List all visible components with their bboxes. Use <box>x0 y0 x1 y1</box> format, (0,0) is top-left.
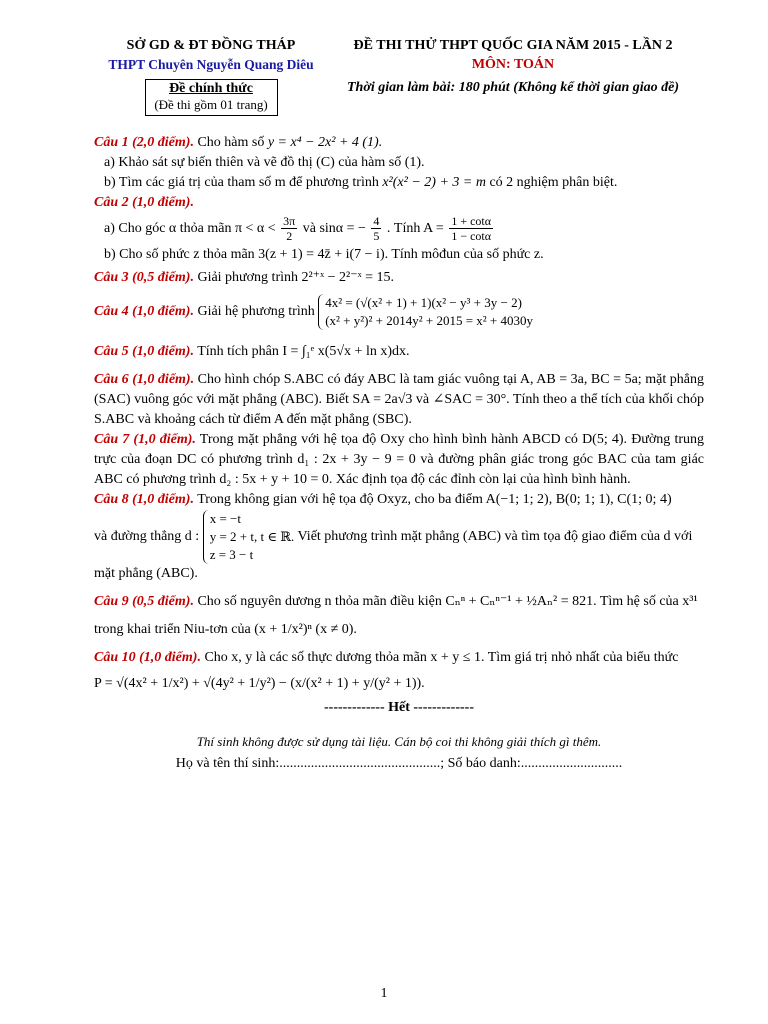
official-box <box>145 79 278 116</box>
question-text: và sinα = − <box>302 221 366 236</box>
question-label: Câu 9 (0,5 điểm). <box>94 594 194 609</box>
question-1 <box>94 133 704 153</box>
header-right <box>338 38 688 96</box>
question-label: Câu 6 (1,0 điểm). <box>94 372 195 387</box>
question-label: Câu 8 (1,0 điểm). <box>94 492 194 507</box>
page-count-note: (Đề thi gồm 01 trang) <box>154 97 268 112</box>
page-number: 1 <box>380 986 388 1001</box>
line-equation-system <box>203 510 295 564</box>
question-4 <box>94 294 704 330</box>
equation: 4x² = (√(x² + 1) + 1)(x² − y³ + 3y − 2) <box>325 295 522 310</box>
question-text: và đường thẳng d : <box>94 529 200 545</box>
question-9-cont: trong khai triển Niu-tơn của (x + 1/x²)ⁿ (x ≠ 0). <box>94 622 357 637</box>
question-10-expr: P = √(4x² + 1/x²) + √(4y² + 1/y²) − (x/(x² + 1) + y/(y² + 1)). <box>94 676 425 691</box>
numerator: 3π <box>283 214 296 229</box>
exam-content <box>94 133 704 774</box>
question-label: Câu 5 (1,0 điểm). <box>94 344 194 359</box>
question-label: Câu 3 (0,5 điểm). <box>94 270 194 285</box>
question-10 <box>94 648 704 668</box>
equation: x = −t <box>209 511 241 526</box>
question-text: Tính tích phân I = ∫₁ᵉ x(5√x + ln x)dx. <box>197 344 410 359</box>
time-limit: Thời gian làm bài: 180 phút (Không kể thời gian giao đề) <box>346 80 679 95</box>
denominator: 5 <box>373 229 380 244</box>
question-text: Cho số nguyên dương n thỏa mãn điều kiện Cₙⁿ + Cₙⁿ⁻¹ + ½Aₙ² = 821. Tìm hệ số của x³¹ <box>197 594 698 609</box>
exam-title: ĐỀ THI THỬ THPT QUỐC GIA NĂM 2015 - LẦN 2 <box>353 38 673 53</box>
question-2b: b) Cho số phức z thỏa mãn 3(z + 1) = 4z̄ + i(7 − i). Tính môđun của số phức z. <box>104 247 544 262</box>
question-text: a) Cho góc α thỏa mãn π < α < <box>104 221 276 236</box>
denominator: 1 − cotα <box>451 229 492 244</box>
math-expression: x²(x² − 2) + 3 = m <box>382 175 486 190</box>
question-7 <box>94 430 704 490</box>
denominator: 2 <box>286 229 293 244</box>
question-6 <box>94 370 704 430</box>
question-1a: a) Khảo sát sự biến thiên và vẽ đồ thị (C) của hàm số (1). <box>104 155 425 170</box>
question-text: Cho x, y là các số thực dương thỏa mãn x + y ≤ 1. Tìm giá trị nhỏ nhất của biểu thức <box>204 650 679 665</box>
question-label: Câu 10 (1,0 điểm). <box>94 650 201 665</box>
department-name: SỞ GD & ĐT ĐỒNG THÁP <box>126 38 296 53</box>
fraction <box>371 214 381 243</box>
question-label: Câu 1 (2,0 điểm). <box>94 135 194 150</box>
question-8-line <box>94 510 704 584</box>
equation: z = 3 − t <box>209 547 254 562</box>
numerator: 4 <box>373 214 380 229</box>
numerator: 1 + cotα <box>451 214 492 229</box>
question-3 <box>94 268 704 288</box>
question-8 <box>94 490 704 510</box>
end-marker: ------------- Hết ------------- <box>324 700 474 715</box>
official-label: Đề chính thức <box>169 81 253 96</box>
equation: (x² + y²)² + 2014y² + 2015 = x² + 4030y <box>325 313 534 328</box>
question-text: Trong mặt phẳng với hệ tọa độ Oxy cho hình bình hành ABCD có D(5; 4). Đường trung trực của đoạn DC có phương trình d₁ : 2x + 3y − 9 = 0 và đường phân giác trong góc BAC của tam giác ABC có phương trình d₂ : 5x + y + 10 = 0. Xác định tọa độ các đỉnh còn lại của hình bình hành. <box>94 432 704 487</box>
fraction <box>281 214 297 243</box>
question-text: Trong không gian với hệ tọa độ Oxyz, cho ba điểm A(−1; 1; 2), B(0; 1; 1), C(1; 0; 4) <box>197 492 672 507</box>
question-text: Giải phương trình 2²⁺ˣ − 2²⁻ˣ = 15. <box>197 270 395 285</box>
question-2 <box>94 193 704 213</box>
school-name: THPT Chuyên Nguyễn Quang Diêu <box>108 57 314 72</box>
question-label: Câu 7 (1,0 điểm). <box>94 432 196 447</box>
equation-system <box>318 294 533 330</box>
math-expression: y = x⁴ − 2x² + 4 (1). <box>267 135 383 150</box>
question-label: Câu 4 (1,0 điểm). <box>94 304 194 320</box>
fraction <box>449 214 493 243</box>
question-label: Câu 2 (1,0 điểm). <box>94 195 194 210</box>
question-5 <box>94 342 704 362</box>
question-text: Viết phương trình mặt phẳng (ABC) và tìm tọa độ giao điểm của d với mặt phẳng (ABC). <box>94 529 693 581</box>
equation: y = 2 + t, t ∈ ℝ. <box>209 529 295 544</box>
exam-note: Thí sinh không được sử dụng tài liệu. Cán bộ coi thi không giải thích gì thêm. <box>196 734 602 749</box>
candidate-info: Họ và tên thí sinh:..............................................; Số báo danh:............................. <box>175 756 623 771</box>
question-text: Cho hàm số <box>197 135 265 150</box>
question-text: . Tính A = <box>386 221 444 236</box>
question-9 <box>94 592 704 612</box>
question-1b <box>94 173 704 193</box>
question-2a <box>94 213 704 245</box>
question-text: b) Tìm các giá trị của tham số m để phương trình <box>104 175 379 190</box>
subject-title: MÔN: TOÁN <box>471 57 555 72</box>
question-text: Giải hệ phương trình <box>197 304 315 320</box>
question-text: có 2 nghiệm phân biệt. <box>489 175 618 190</box>
question-text: Cho hình chóp S.ABC có đáy ABC là tam giác vuông tại A, AB = 3a, BC = 5a; mặt phẳng (SAC) vuông góc với mặt phẳng (ABC). Biết SA = 2a√3 và ∠SAC = 30°. Tính theo a thể tích của khối chóp S.ABC và khoảng cách từ điểm A đến mặt phẳng (SBC). <box>94 372 704 427</box>
header-left <box>96 38 326 116</box>
